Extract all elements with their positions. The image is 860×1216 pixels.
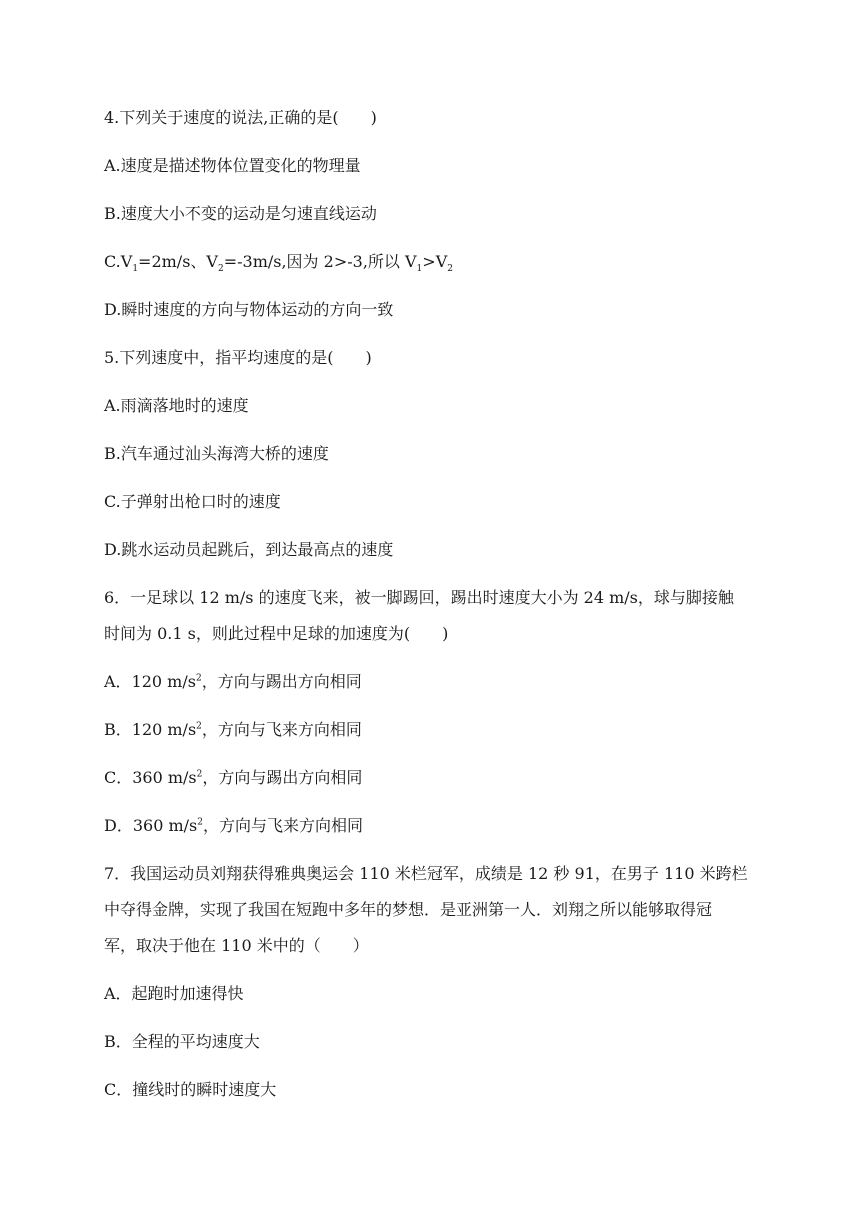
- question-5-option-b: B.汽车通过汕头海湾大桥的速度: [104, 444, 329, 463]
- question-6-option-d: [104, 814, 784, 838]
- q6c-text-2: ，方向与踢出方向相同: [202, 768, 363, 787]
- q6d-text-1: D．360 m/s: [104, 816, 198, 835]
- q6a-sup: 2: [195, 673, 202, 684]
- q6a-text-1: A．120 m/s: [104, 672, 196, 691]
- question-5-option-c: C.子弹射出枪口时的速度: [104, 492, 281, 511]
- question-6-option-a: [104, 670, 784, 694]
- question-6-option-b: [104, 718, 784, 742]
- question-7-option-a: A．起跑时加速得快: [104, 984, 244, 1003]
- question-7-option-b: B．全程的平均速度大: [104, 1032, 260, 1051]
- question-5-option-a: A.雨滴落地时的速度: [104, 396, 249, 415]
- question-7-stem-line-2: 中夺得金牌，实现了我国在短跑中多年的梦想．是亚洲第一人．刘翔之所以能够取得冠: [104, 900, 713, 919]
- q4c-text-2: =2m/s、V: [138, 252, 218, 271]
- question-4-option-c: [104, 250, 784, 274]
- question-7-stem-line-3: 军，取决于他在 110 米中的（ ）: [104, 936, 369, 955]
- question-4-option-d: D.瞬时速度的方向与物体运动的方向一致: [104, 300, 394, 319]
- document-page: [104, 106, 784, 1102]
- question-4-stem: 4.下列关于速度的说法,正确的是( ): [104, 108, 377, 127]
- q6d-sup: 2: [197, 817, 203, 828]
- q4c-text-3: =-3m/s,因为 2>-3,所以 V: [223, 252, 417, 271]
- q4c-sub-2: 2: [217, 264, 224, 275]
- question-7-option-c: C．撞线时的瞬时速度大: [104, 1080, 277, 1099]
- q6b-text-2: ，方向与飞来方向相同: [201, 720, 362, 739]
- q6b-text-1: B．120 m/s: [104, 720, 197, 739]
- q6a-text-2: ，方向与踢出方向相同: [201, 672, 362, 691]
- q4c-sub-1: 1: [132, 264, 139, 275]
- q6b-sup: 2: [196, 721, 202, 732]
- q6c-sup: 2: [196, 769, 203, 780]
- question-5-stem: 5.下列速度中，指平均速度的是( ): [104, 348, 372, 367]
- question-6-stem-line-2: 时间为 0.1 s，则此过程中足球的加速度为( ): [104, 624, 449, 643]
- q4c-text-1: C.V: [104, 252, 133, 271]
- question-5-option-d: D.跳水运动员起跳后，到达最高点的速度: [104, 540, 394, 559]
- question-4-option-a: A.速度是描述物体位置变化的物理量: [104, 156, 361, 175]
- question-7-stem-line-1: 7．我国运动员刘翔获得雅典奥运会 110 米栏冠军，成绩是 12 秒 91，在男子 110 米跨栏: [104, 864, 748, 883]
- q6c-text-1: C．360 m/s: [104, 768, 197, 787]
- q4c-sub-4: 2: [447, 264, 453, 275]
- q4c-sub-3: 1: [416, 264, 423, 275]
- question-4-option-b: B.速度大小不变的运动是匀速直线运动: [104, 204, 377, 223]
- q4c-text-4: >V: [422, 252, 448, 271]
- question-6-stem-line-1: 6．一足球以 12 m/s 的速度飞来，被一脚踢回，踢出时速度大小为 24 m/s，球与脚接触: [104, 588, 734, 607]
- question-6-option-c: [104, 766, 784, 790]
- q6d-text-2: ，方向与飞来方向相同: [202, 816, 363, 835]
